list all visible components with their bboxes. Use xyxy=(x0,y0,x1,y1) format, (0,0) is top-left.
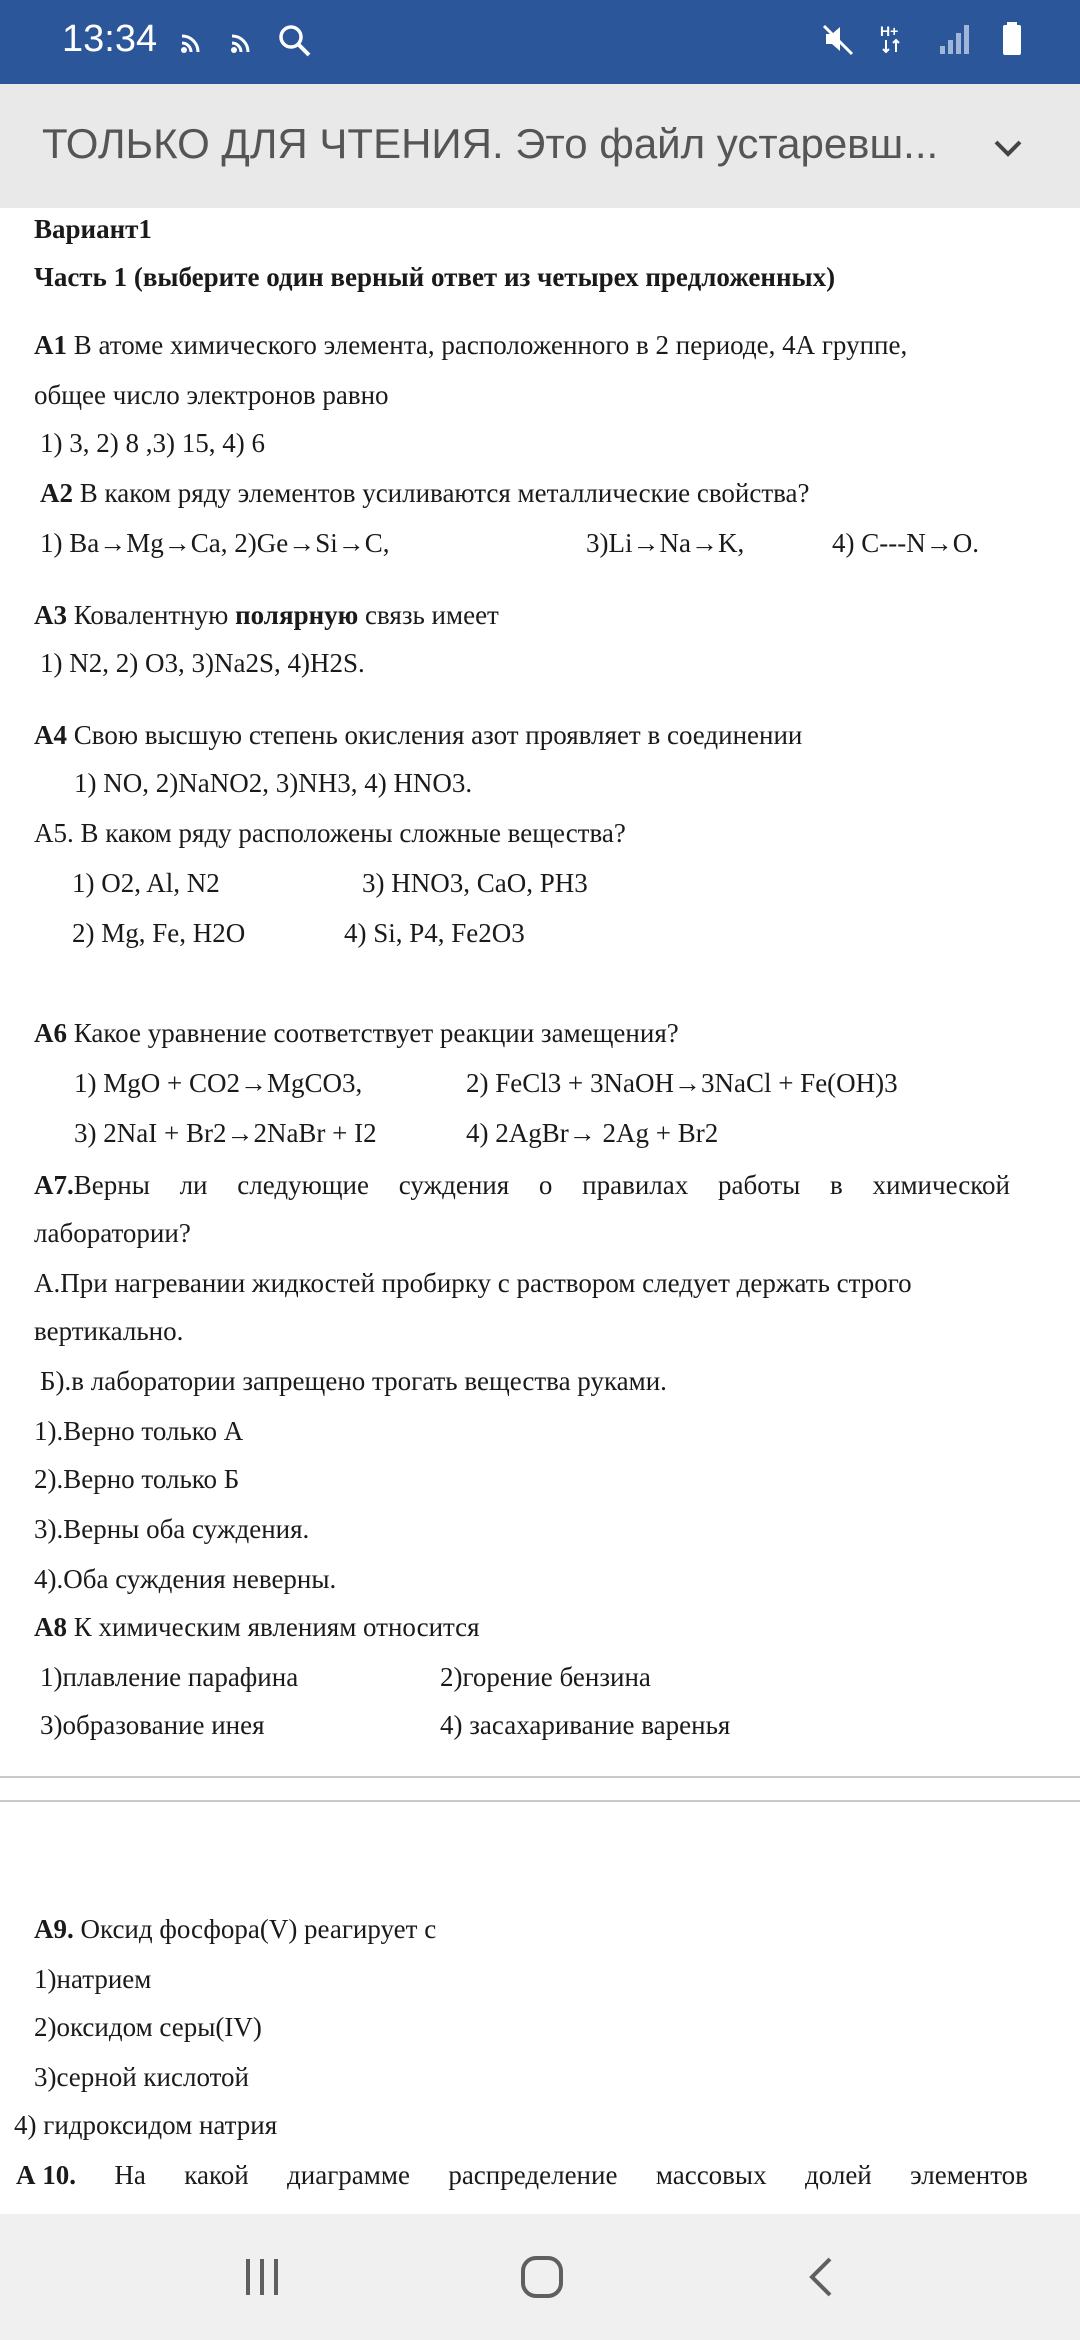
question-a5-opt3: 3) HNO3, CaO, PH3 xyxy=(362,868,588,898)
question-a5-opt4: 4) Si, P4, Fe2O3 xyxy=(344,918,525,948)
signal-icon xyxy=(936,20,972,58)
battery-icon xyxy=(994,20,1030,58)
question-a6-opt2: 2) FeCl3 + 3NaOH→3NaCl + Fe(OH)3 xyxy=(466,1068,898,1098)
question-a7-line2: лаборатории? xyxy=(34,1218,191,1248)
question-a6-opt3: 3) 2NaI + Br2→2NaBr + I2 xyxy=(74,1118,377,1148)
recent-apps-icon xyxy=(240,2255,284,2299)
question-a2: А2 В каком ряду элементов усиливаются металлические свойства? xyxy=(40,478,810,508)
question-a2-opt3: 3)Li→Na→K, xyxy=(586,528,745,558)
home-icon xyxy=(518,2253,566,2301)
question-a1: А1 В атоме химического элемента, расположенного в 2 периоде, 4А группе, xyxy=(34,330,908,360)
question-a5-opt1: 1) O2, Al, N2 xyxy=(72,868,220,898)
status-right-icons xyxy=(820,20,1030,58)
question-a7-opt4: 4).Оба суждения неверны. xyxy=(34,1564,337,1594)
question-a8-opt4: 4) засахаривание варенья xyxy=(440,1710,731,1740)
question-a4-options: 1) NO, 2)NaNO2, 3)NH3, 4) HNO3. xyxy=(74,768,473,798)
back-icon xyxy=(802,2255,842,2299)
question-a6-opt1: 1) MgO + CO2→MgCO3, xyxy=(74,1068,363,1098)
question-a7-opt2: 2).Верно только Б xyxy=(34,1464,240,1494)
readonly-banner-title: ТОЛЬКО ДЛЯ ЧТЕНИЯ. Это файл устаревш... xyxy=(42,120,939,167)
cast-icon-2 xyxy=(226,22,262,60)
document-page-1[interactable] xyxy=(0,208,1080,1778)
question-a7-opt1: 1).Верно только А xyxy=(34,1416,244,1446)
page-break-top xyxy=(0,1776,1080,1778)
home-button[interactable] xyxy=(482,2214,602,2340)
question-a9-opt4: 4) гидроксидом натрия xyxy=(14,2110,278,2140)
question-a7-statement-a: А.При нагревании жидкостей пробирку с раствором следует держать строго xyxy=(34,1268,912,1298)
question-a8: А8 К химическим явлениям относится xyxy=(34,1612,480,1642)
chevron-down-icon[interactable] xyxy=(988,128,1028,168)
question-a4: А4 Свою высшую степень окисления азот проявляет в соединении xyxy=(34,720,803,750)
question-a7-opt3: 3).Верны оба суждения. xyxy=(34,1514,310,1544)
question-a3-options: 1) N2, 2) O3, 3)Na2S, 4)H2S. xyxy=(40,648,365,678)
svg-text:H+: H+ xyxy=(880,23,899,39)
question-a10: А 10. На какой диаграмме распределение массовых долей элементов xyxy=(16,2160,1028,2190)
question-a1-options: 1) 3, 2) 8 ,3) 15, 4) 6 xyxy=(40,428,265,458)
readonly-banner[interactable] xyxy=(0,84,1080,208)
question-a1-line2: общее число электронов равно xyxy=(34,380,389,410)
question-a8-opt2: 2)горение бензина xyxy=(440,1662,651,1692)
mute-icon xyxy=(820,20,856,58)
question-a8-opt1: 1)плавление парафина xyxy=(40,1662,299,1692)
document-page-2[interactable] xyxy=(0,1802,1080,2214)
data-hplus-icon xyxy=(878,20,914,58)
question-a8-opt3: 3)образование инея xyxy=(40,1710,265,1740)
variant-heading: Вариант1 xyxy=(34,214,152,244)
back-button[interactable] xyxy=(762,2214,882,2340)
question-a2-opt4: 4) C---N→O. xyxy=(832,528,979,558)
status-time: 13:34 xyxy=(62,18,158,60)
question-a6-opt4: 4) 2AgBr→ 2Ag + Br2 xyxy=(466,1118,719,1148)
question-a9-opt1: 1)натрием xyxy=(34,1964,152,1994)
question-a7-statement-b: Б).в лаборатории запрещено трогать вещества руками. xyxy=(40,1366,667,1396)
question-a9-opt3: 3)серной кислотой xyxy=(34,2062,249,2092)
question-a3: А3 Ковалентную полярную связь имеет xyxy=(34,600,499,630)
question-a7-statement-a-cont: вертикально. xyxy=(34,1316,184,1346)
search-icon xyxy=(276,22,312,60)
part1-heading: Часть 1 (выберите один верный ответ из четырех предложенных) xyxy=(34,262,836,292)
question-a7: А7.Верны ли следующие суждения о правилах работы в химической xyxy=(34,1170,1010,1200)
question-a9-opt2: 2)оксидом серы(IV) xyxy=(34,2012,262,2042)
question-a6: А6 Какое уравнение соответствует реакции замещения? xyxy=(34,1018,679,1048)
recent-apps-button[interactable] xyxy=(202,2214,322,2340)
question-a5-opt2: 2) Mg, Fe, H2O xyxy=(72,918,246,948)
cast-icon xyxy=(176,22,212,60)
status-left-icons xyxy=(176,22,312,60)
status-bar xyxy=(0,0,1080,84)
question-a9: А9. Оксид фосфора(V) реагирует с xyxy=(34,1914,437,1944)
question-a2-opt1: 1) Ba→Mg→Ca, 2)Ge→Si→C, xyxy=(40,528,390,558)
navigation-bar xyxy=(0,2214,1080,2340)
question-a5: А5. В каком ряду расположены сложные вещества? xyxy=(34,818,626,848)
